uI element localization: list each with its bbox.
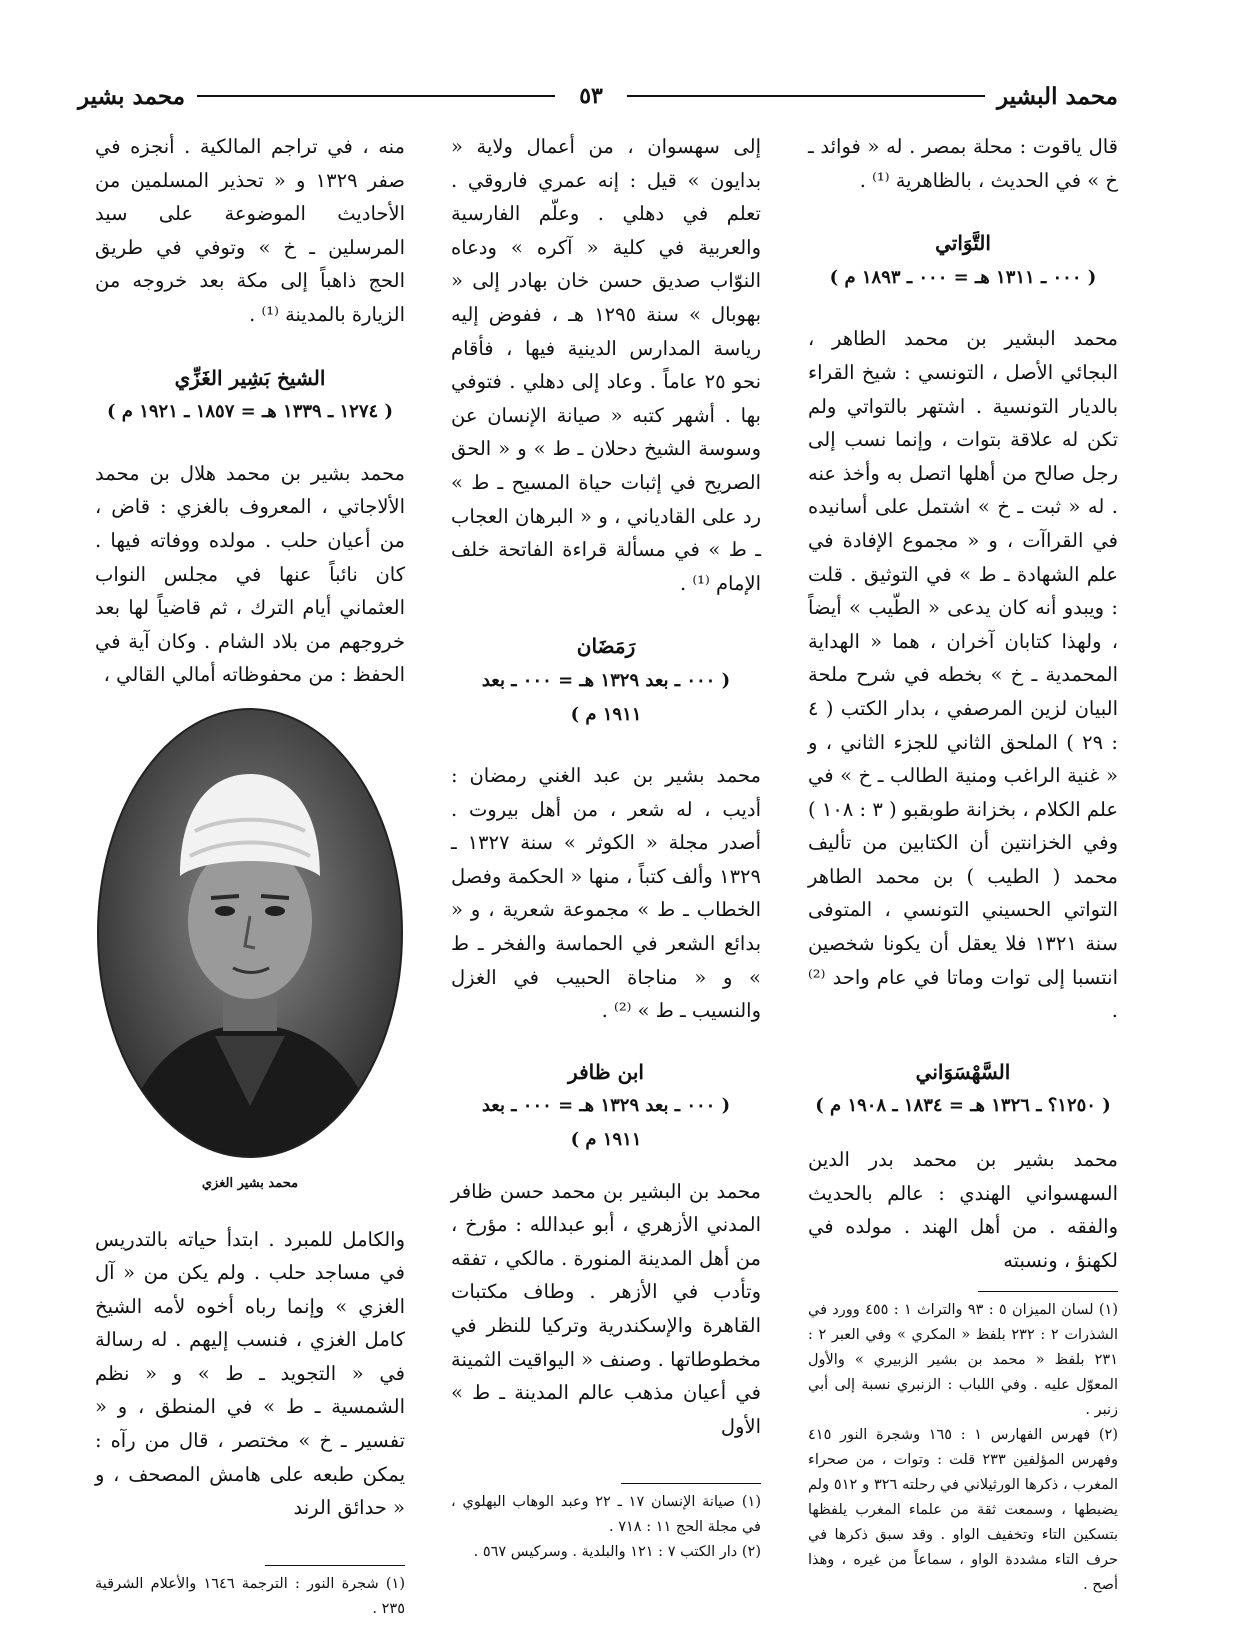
entry-dates-ramadan-line2: ١٩١١ م ): [570, 703, 642, 725]
footnote-rule-left: [265, 1565, 405, 1566]
footnote-middle-1: (١) صيانة الإنسان ١٧ ـ ٢٢ وعبد الوهاب البهلوي ، في مجلة الحج ١١ : ٧١٨ .: [451, 1494, 761, 1536]
footnote-rule-right: [978, 1291, 1118, 1292]
entry-body-sahsawani: محمد بشير بن محمد بدر الدين السهسواني الهندي : عالم بالحديث والفقه . من أهل الهند . مولده في لكهنؤ ، ونسبته: [808, 1148, 1118, 1272]
entry-dates-ramadan-line1: ( ٠٠٠ ـ بعد ١٣٢٩ هـ = ٠٠٠ ـ بعد: [481, 669, 731, 691]
column-middle-continuation: إلى سهسوان ، من أعمال ولاية « بدايون » قيل : إنه عمري فاروقي . تعلم في دهلي . وعلّم الفارسية والعربية في كلية « آكره » ودعاه النوّاب صديق حسن خان بهادر إلى « بهوبال » سنة ١٢٩٥ هـ ، ففوض إليه رياسة المدارس الدينية فيها ، فأقام نحو ٢٥ عاماً . وعاد إلى دهلي . فتوفي بها . أشهر كتبه « صيانة الإنسان عن وسوسة الشيخ دحلان ـ ط » و « الحق الصريح في إثبات حياة المسيح ـ ط » رد على القادياني ، و « البرهان العجاب ـ ط » في مسألة قراءة الفاتحة خلف الإمام ⁽¹⁾ .: [451, 135, 761, 595]
entry-body-tawati: محمد البشير بن محمد الطاهر ، البجائي الأصل ، التونسي : شيخ القراء بالديار التونسية . اشتهر بالتواتي ولم تكن له علاقة بتوات ، وإنما نسب إلى رجل صالح من أهلها اتصل به وأخذ عنه . له « ثبت ـ خ » اشتمل على أسانيده في القراآت ، و « مجموع الإفادة في علم الشهادة ـ ط » في التوثيق . قلت : ويبدو أنه كان يدعى « الطّيب » أيضاً ، ولهذا كتابان آخران ، هما « الهداية المحمدية ـ خ » بخطه في شرح ملحة البيان لزين المرصفي ، بدار الكتب ( ٤ : ٢٩ ) الملحق الثاني للجزء الثاني ، و « غنية الراغب ومنية الطالب ـ خ » في علم الكلام ، بخزانة طوبقبو ( ٣ : ١٠٨ ) وفي الخزانتين أن الكتابين من تأليف محمد ( الطيب ) بن محمد الطاهر التواتي الحسيني التونسي ، المتوفى سنة ١٣٢١ فلا يعقل أن يكونا شخصين انتسبا إلى توات وماتا في عام واحد ⁽²⁾ .: [808, 327, 1119, 1023]
entry-dates-ibn-zafir-line2: ١٩١١ م ): [570, 1129, 642, 1151]
entry-body-ghazzi: محمد بشير بن محمد هلال بن محمد الألاجاتي ، المعروف بالغزي : قاض ، من أعيان حلب . مولده ووفاته فيها . كان نائباً عنها في مجلس النواب العثماني أيام الترك ، ثم قاضياً لها بعد خروجهم من بلاد الشام . وكان آية في الحفظ : من محفوظاته أمالي القالي ،: [95, 461, 405, 687]
portrait-figure: [95, 706, 405, 1201]
entry-dates-sahsawani: ( ١٢٥٠؟ ـ ١٣٢٦ هـ = ١٨٣٤ ـ ١٩٠٨ م ): [815, 1095, 1111, 1117]
page-number: ٥٣: [579, 83, 603, 109]
footnote-middle-2: (٢) دار الكتب ٧ : ١٢١ والبلدية . وسركيس ٥٦٧ .: [473, 1544, 761, 1561]
entry-heading-tawati: التَّوَاتي: [935, 231, 991, 256]
portrait-caption: محمد بشير الغزي: [201, 1175, 299, 1191]
column-left-continuation: منه ، في تراجم المالكية . أنجزه في صفر ١٣٢٩ و « تحذير المسلمين من الأحاديث الموضوعة على سيد المرسلين ـ خ » وتوفي في طريق الحج ذاهباً إلى مكة بعد خروجه من الزيارة بالمدينة ⁽¹⁾ .: [95, 135, 405, 326]
entry-body-ghazzi-continued: والكامل للمبرد . ابتدأ حياته بالتدريس في مساجد حلب . ولم يكن من « آل الغزي » وإنما رباه أخوه لأمه الشيخ كامل الغزي ، فنسب إليهم . له رسالة في « التجويد ـ ط » و « نظم الشمسية ـ ط » في المنطق ، و « تفسير ـ خ » مختصر ، قال من رآه : يمكن طبعه على هامش المصحف ، و « حدائق الرند: [95, 1227, 405, 1520]
entry-heading-ghazzi: الشيخ بَشِير الغَزِّي: [174, 365, 326, 390]
entry-heading-sahsawani: السَّهْسَوَاني: [915, 1059, 1011, 1084]
column-right-intro: قال ياقوت : محلة بمصر . له « فوائد ـ خ » في الحديث ، بالظاهرية ⁽¹⁾ .: [808, 135, 1118, 192]
entry-dates-tawati: ( ٠٠٠ ـ ١٣١١ هـ = ٠٠٠ ـ ١٨٩٣ م ): [829, 266, 1097, 288]
entry-heading-ramadan: رَمَضَان: [576, 634, 636, 659]
footnote-right-2: (٢) فهرس الفهارس ١ : ١٦٥ وشجرة النور ٤١٥ وفهرس المؤلفين ٢٣٣ قلت : وتوات ، من صحراء المغرب ، ذكرها الورثيلاني في رحلته ٣٢٦ و ٥١٢ ولم يضبطها ، وسمعت ثقة من علماء المغرب يلفظها بتسكين التاء وتخفيف الواو . وقد سبق ذكرها في حرف التاء مشددة الواو ، سماعاً من غيره ، وهذا أصح .: [808, 1427, 1118, 1594]
column-left: [95, 130, 405, 1622]
header-right-title: محمد البشير: [996, 82, 1118, 110]
entry-body-ibn-zafir: محمد بن البشير بن محمد حسن ظافر المدني الأزهري ، أبو عبدالله : مؤرخ ، من أهل المدينة المنورة . مالكي ، تفقه وتأدب في الأزهر . وطاف مكتبات القاهرة والإسكندرية وتركيا للنظر في مخطوطاتها . وصنف « اليواقيت الثمينة في أعيان مذهب عالم المدينة ـ ط » الأول: [451, 1179, 761, 1438]
footnote-left-1: (١) شجرة النور : الترجمة ١٦٤٦ والأعلام الشرقية ٢٣٥ .: [95, 1575, 405, 1617]
entry-heading-ibn-zafir: ابن ظافر: [568, 1059, 644, 1084]
entry-dates-ibn-zafir-line1: ( ٠٠٠ ـ بعد ١٣٢٩ هـ = ٠٠٠ ـ بعد: [481, 1095, 731, 1117]
column-right: [808, 130, 1118, 1598]
entry-dates-ghazzi: ( ١٢٧٤ ـ ١٣٣٩ هـ = ١٨٥٧ ـ ١٩٢١ م ): [107, 401, 393, 423]
running-header: [78, 74, 1118, 118]
header-rule-right: [627, 95, 985, 97]
header-left-title: محمد بشير: [77, 82, 186, 110]
column-middle: [451, 130, 761, 1565]
entry-body-ramadan: محمد بشير بن عبد الغني رمضان : أديب ، له شعر ، من أهل بيروت . أصدر مجلة « الكوثر » سنة ١٣٢٧ ـ ١٣٢٩ وألف كتباً ، منها « الحكمة وفصل الخطاب ـ ط » مجموعة شعرية ، و « بدائع الشعر في الحماسة والفخر ـ ط » و « مناجاة الحبيب في الغزل والنسيب ـ ط » ⁽²⁾ .: [451, 764, 761, 1023]
portrait-photo: [95, 706, 405, 1161]
footnote-rule-middle: [621, 1483, 761, 1484]
footnote-right-1: (١) لسان الميزان ٥ : ٩٣ والتراث ١ : ٤٥٥ وورد في الشذرات ٢ : ٢٣٢ بلفظ « المكري » وفي العبر ٢ : ٢٣١ بلفظ « محمد بن بشير الزبيري » والأول المعوّل عليه . وفي اللباب : الزنبري نسبة إلى أبي زنبر .: [808, 1302, 1119, 1419]
header-rule-left: [197, 95, 555, 97]
